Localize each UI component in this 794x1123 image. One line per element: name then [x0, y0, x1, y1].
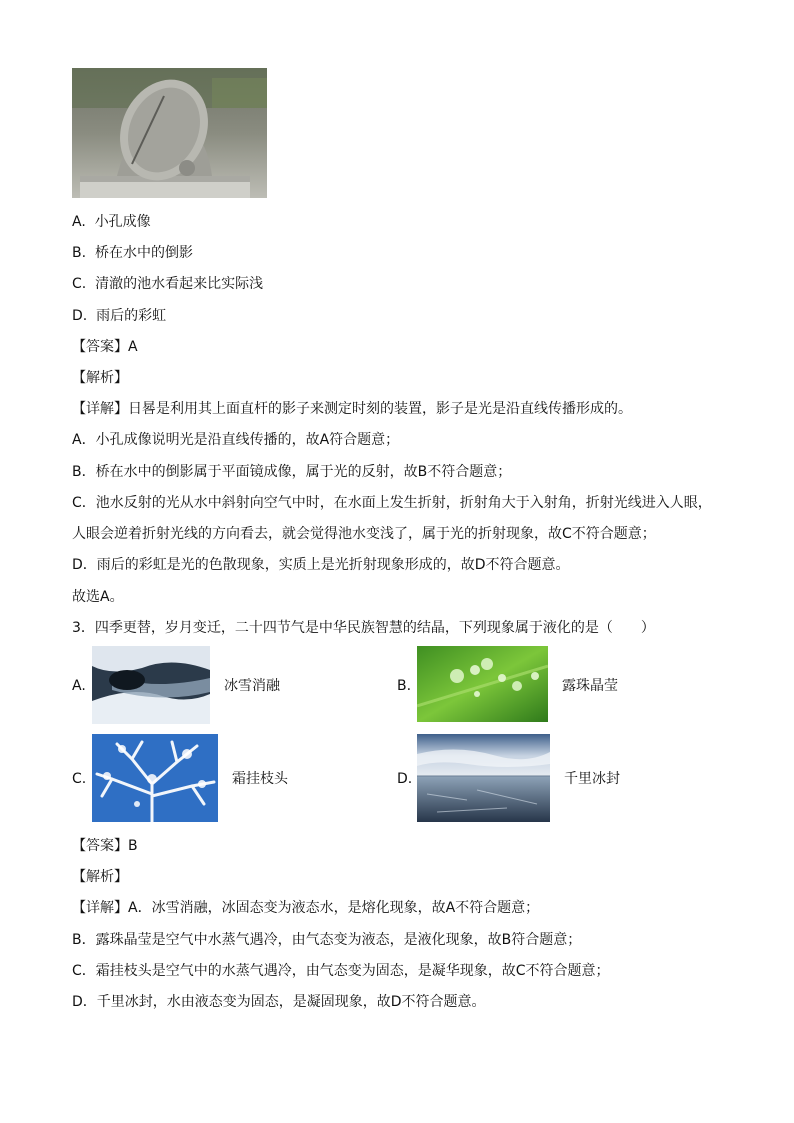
q3-option-b-label: 露珠晶莹 [562, 678, 618, 694]
q3-option-d-label: 千里冰封 [564, 771, 620, 787]
q3-detail-line: B．露珠晶莹是空气中水蒸气遇冷，由气态变为液态，是液化现象，故B符合题意； [72, 932, 582, 948]
sundial-photo [72, 68, 267, 198]
q2-option-d: D. 雨后的彩虹 [72, 308, 167, 324]
q3-option-a-letter: A. [72, 678, 86, 694]
q3-option-c-letter: C. [72, 771, 87, 787]
q3-stem: 3．四季更替，岁月变迁，二十四节气是中华民族智慧的结晶，下列现象属于液化的是（ ） [72, 620, 655, 636]
q2-detail-line: 【详解】日晷是利用其上面直杆的影子来测定时刻的装置，影子是光是沿直线传播形成的。 [72, 401, 632, 417]
q2-option-b: B. 桥在水中的倒影 [72, 245, 193, 261]
q3-detail-line: C．霜挂枝头是空气中的水蒸气遇冷，由气态变为固态，是凝华现象，故C不符合题意； [72, 963, 610, 979]
dew-drops-photo [417, 646, 548, 722]
q3-option-c-label: 霜挂枝头 [232, 771, 288, 787]
q3-analysis-label: 【解析】 [72, 869, 128, 885]
snow-melting-photo [92, 646, 210, 724]
q3-option-a-label: 冰雪消融 [224, 678, 280, 694]
q2-detail-line: D．雨后的彩虹是光的色散现象，实质上是光折射现象形成的，故D不符合题意。 [72, 557, 570, 573]
q3-detail-line: D．千里冰封，水由液态变为固态，是凝固现象，故D不符合题意。 [72, 994, 486, 1010]
q2-option-a: A. 小孔成像 [72, 214, 151, 230]
q3-option-d-letter: D. [397, 771, 413, 787]
q2-answer: 【答案】A [72, 339, 138, 355]
q2-analysis-label: 【解析】 [72, 370, 128, 386]
q2-detail-line: 人眼会逆着折射光线的方向看去，就会觉得池水变浅了，属于光的折射现象，故C不符合题意； [72, 526, 656, 542]
q3-answer: 【答案】B [72, 838, 138, 854]
q2-option-c: C. 清澈的池水看起来比实际浅 [72, 276, 264, 292]
q2-conclusion: 故选A。 [72, 589, 124, 605]
q2-detail-line: B．桥在水中的倒影属于平面镜成像，属于光的反射，故B不符合题意； [72, 464, 512, 480]
q2-detail-line: A．小孔成像说明光是沿直线传播的，故A符合题意； [72, 432, 400, 448]
frozen-lake-photo [417, 734, 550, 822]
frost-branches-photo [92, 734, 218, 822]
q2-detail-line: C．池水反射的光从水中斜射向空气中时，在水面上发生折射，折射角大于入射角，折射光线进入人眼， [72, 495, 712, 511]
q3-option-b-letter: B. [397, 678, 412, 694]
q3-detail-line: 【详解】A．冰雪消融，冰固态变为液态水，是熔化现象，故A不符合题意； [72, 900, 540, 916]
